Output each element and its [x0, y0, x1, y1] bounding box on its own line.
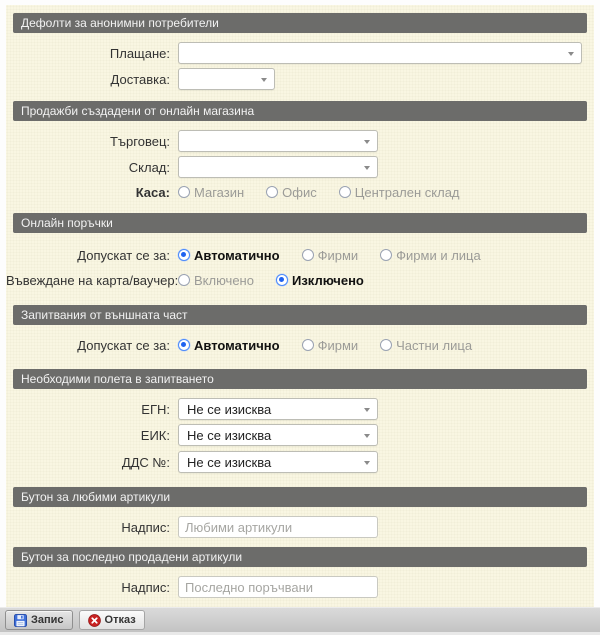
radio-option-private-persons[interactable]: [380, 338, 472, 353]
radio-icon: [339, 186, 351, 198]
radio-option-automatic[interactable]: [178, 338, 280, 353]
bottom-toolbar: [0, 607, 600, 632]
chevron-down-icon: [364, 408, 370, 412]
radio-option-label: Автоматично: [194, 247, 280, 263]
delivery-select[interactable]: [178, 68, 275, 90]
eik-select-value: Не се изисква: [187, 427, 272, 443]
radio-icon: [380, 249, 392, 261]
radio-icon: [302, 339, 314, 351]
radio-option-label: Фирми и лица: [396, 247, 481, 263]
orders-allowed-label: Допускат се за:: [77, 247, 170, 263]
section-header-required-fields: Необходими полета в запитването: [13, 369, 587, 389]
chevron-down-icon: [568, 52, 574, 56]
last-sold-caption-input[interactable]: [178, 576, 378, 598]
radio-option-label: Централен склад: [354, 184, 460, 200]
vat-select-value: Не се изисква: [187, 454, 272, 470]
card-voucher-radio-group: [178, 273, 364, 288]
vat-label: ДДС №:: [121, 454, 170, 470]
inquiries-allowed-label: Допускат се за:: [77, 337, 170, 353]
section-header-online-sales: Продажби създадени от онлайн магазина: [13, 101, 587, 121]
inquiries-allowed-radio-group: [178, 338, 472, 353]
favorites-caption-label: Надпис:: [121, 519, 170, 535]
section-header-defaults: Дефолти за анонимни потребители: [13, 13, 587, 33]
radio-option-label: Частни лица: [396, 337, 473, 353]
eik-select[interactable]: [178, 424, 378, 446]
radio-option-label: Магазин: [194, 184, 245, 200]
orders-allowed-row: [6, 246, 594, 264]
radio-option-label: Офис: [282, 184, 317, 200]
merchant-label: Търговец:: [109, 133, 170, 149]
cash-register-label: Каса:: [135, 184, 170, 200]
egn-select[interactable]: [178, 398, 378, 420]
radio-option-office[interactable]: [266, 185, 317, 200]
last-sold-caption-label: Надпис:: [121, 579, 170, 595]
chevron-down-icon: [364, 461, 370, 465]
delivery-label: Доставка:: [110, 71, 170, 87]
inquiries-allowed-row: [6, 336, 594, 354]
section-header-last-sold-button: Бутон за последно продадени артикули: [13, 547, 587, 567]
cash-register-radio-group: [178, 185, 460, 200]
radio-selected-icon: [178, 249, 190, 261]
favorites-caption-row: [6, 516, 594, 538]
last-sold-caption-row: [6, 576, 594, 598]
radio-option-companies-and-persons[interactable]: [380, 248, 481, 263]
radio-option-automatic[interactable]: [178, 248, 280, 263]
save-button-label: Запис: [31, 614, 64, 626]
radio-option-label: Фирми: [317, 247, 359, 263]
vat-row: [6, 451, 594, 473]
card-voucher-row: [6, 271, 594, 289]
warehouse-select[interactable]: [178, 156, 378, 178]
egn-row: [6, 398, 594, 420]
chevron-down-icon: [261, 78, 267, 82]
eik-label: ЕИК:: [140, 427, 170, 443]
section-header-inquiries: Запитвания от външната част: [13, 305, 587, 325]
save-floppy-icon: [14, 614, 27, 627]
vat-select[interactable]: [178, 451, 378, 473]
radio-option-central-warehouse[interactable]: [339, 185, 460, 200]
radio-icon: [178, 274, 190, 286]
cash-register-row: [6, 183, 594, 201]
favorites-caption-input[interactable]: [178, 516, 378, 538]
chevron-down-icon: [364, 166, 370, 170]
payment-label: Плащане:: [109, 45, 170, 61]
orders-allowed-radio-group: [178, 248, 481, 263]
chevron-down-icon: [364, 434, 370, 438]
egn-select-value: Не се изисква: [187, 401, 272, 417]
merchant-row: [6, 130, 594, 152]
payment-row: [6, 42, 594, 64]
radio-option-store[interactable]: [178, 185, 244, 200]
radio-selected-icon: [178, 339, 190, 351]
radio-option-disabled[interactable]: [276, 273, 364, 288]
cancel-button-label: Отказ: [104, 614, 136, 626]
radio-option-enabled[interactable]: [178, 273, 254, 288]
warehouse-row: [6, 156, 594, 178]
radio-selected-icon: [276, 274, 288, 286]
warehouse-label: Склад:: [128, 159, 170, 175]
section-header-favorites-button: Бутон за любими артикули: [13, 487, 587, 507]
radio-icon: [178, 186, 190, 198]
delivery-row: [6, 68, 594, 90]
save-button[interactable]: [5, 610, 73, 630]
radio-icon: [266, 186, 278, 198]
radio-option-companies[interactable]: [302, 338, 359, 353]
radio-option-companies[interactable]: [302, 248, 359, 263]
cancel-button[interactable]: [79, 610, 145, 630]
egn-label: ЕГН:: [141, 401, 170, 417]
merchant-select[interactable]: [178, 130, 378, 152]
settings-form: [6, 5, 594, 607]
radio-icon: [380, 339, 392, 351]
eik-row: [6, 424, 594, 446]
radio-icon: [302, 249, 314, 261]
radio-option-label: Изключено: [291, 272, 364, 288]
section-header-online-orders: Онлайн поръчки: [13, 213, 587, 233]
chevron-down-icon: [364, 140, 370, 144]
payment-select[interactable]: [178, 42, 582, 64]
cancel-x-icon: [88, 614, 101, 627]
radio-option-label: Фирми: [317, 337, 359, 353]
radio-option-label: Автоматично: [194, 337, 280, 353]
card-voucher-label: Въвеждане на карта/ваучер:: [6, 272, 179, 288]
radio-option-label: Включено: [194, 272, 254, 288]
